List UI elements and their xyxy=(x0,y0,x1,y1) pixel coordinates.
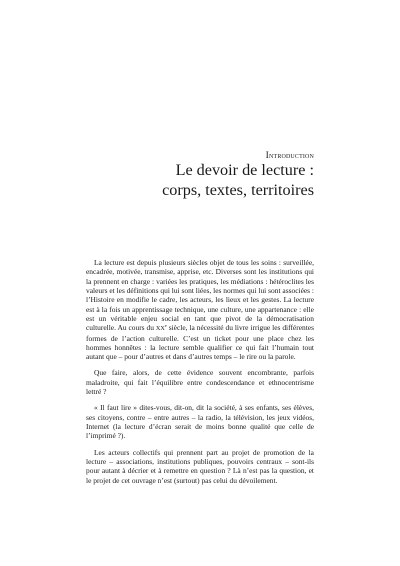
section-heading xyxy=(266,150,314,161)
paragraph-1-part-1: La lecture est depuis plusieurs siècles objet de tous les soins : surveillée, encadrée, motivée, transmise, apprise, etc. Diverses sont les institutions qui la prennent en charge : variées les pratiques, les médiations : hétéroclites les valeurs et les définitions qui lui sont liées, les normes qui lui sont associées : l’Histoire en modifie le cadre, les acteurs, les lieux et les gestes. La lecture est à la fois un apprentissage technique, une culture, une appartenance : elle est un véritable enjeu social en tant que pivot de la démocratisation culturelle. Au cours du xyxy=(86,258,314,333)
paragraph-3: « Il faut lire » dites-vous, dit-on, dit la société, à ses enfants, ses élèves, ses citoyens, contre – entre autres – la radio, la télévision, les jeux vidéos, Internet (la lecture d’écran serait de moins bonne qualité que celle de l’imprimé ?). xyxy=(86,403,314,441)
paragraph-1-part-2: siècle, la nécessité du livre irrigue les différentes formes de l’action culturelle. C’est un ticket pour une place chez les hommes honnêtes : la lecture semble qualifier ce qui fait l’humain tout autant que – pour d’autres et dans d’autres temps – le rire ou la parole. xyxy=(86,323,314,362)
chapter-title xyxy=(162,161,314,200)
section-heading-rest: ntroduction xyxy=(269,150,314,160)
paragraph-4: Les acteurs collectifs qui prennent part au projet de promotion de la lecture – associations, institutions publiques, pouvoirs centraux – sont-ils pour autant à décrier et à remettre en question ? Là n’est pas la question, et le projet de cet ouvrage n’est (surtout) pas celui du dévoilement. xyxy=(86,447,314,485)
section-heading-initial: I xyxy=(265,150,270,161)
paragraph-1 xyxy=(86,258,314,361)
body-text xyxy=(86,258,314,485)
chapter-title-line-2: corps, textes, territoires xyxy=(162,180,314,199)
century-numeral: XX xyxy=(155,325,165,333)
century-superscript: e xyxy=(164,323,167,329)
chapter-title-line-1: Le devoir de lecture : xyxy=(175,161,314,179)
paragraph-2: Que faire, alors, de cette évidence souvent encombrante, parfois maladroite, qui fait l’équilibre entre condescendance et ethnocentrisme lettré ? xyxy=(86,368,314,397)
